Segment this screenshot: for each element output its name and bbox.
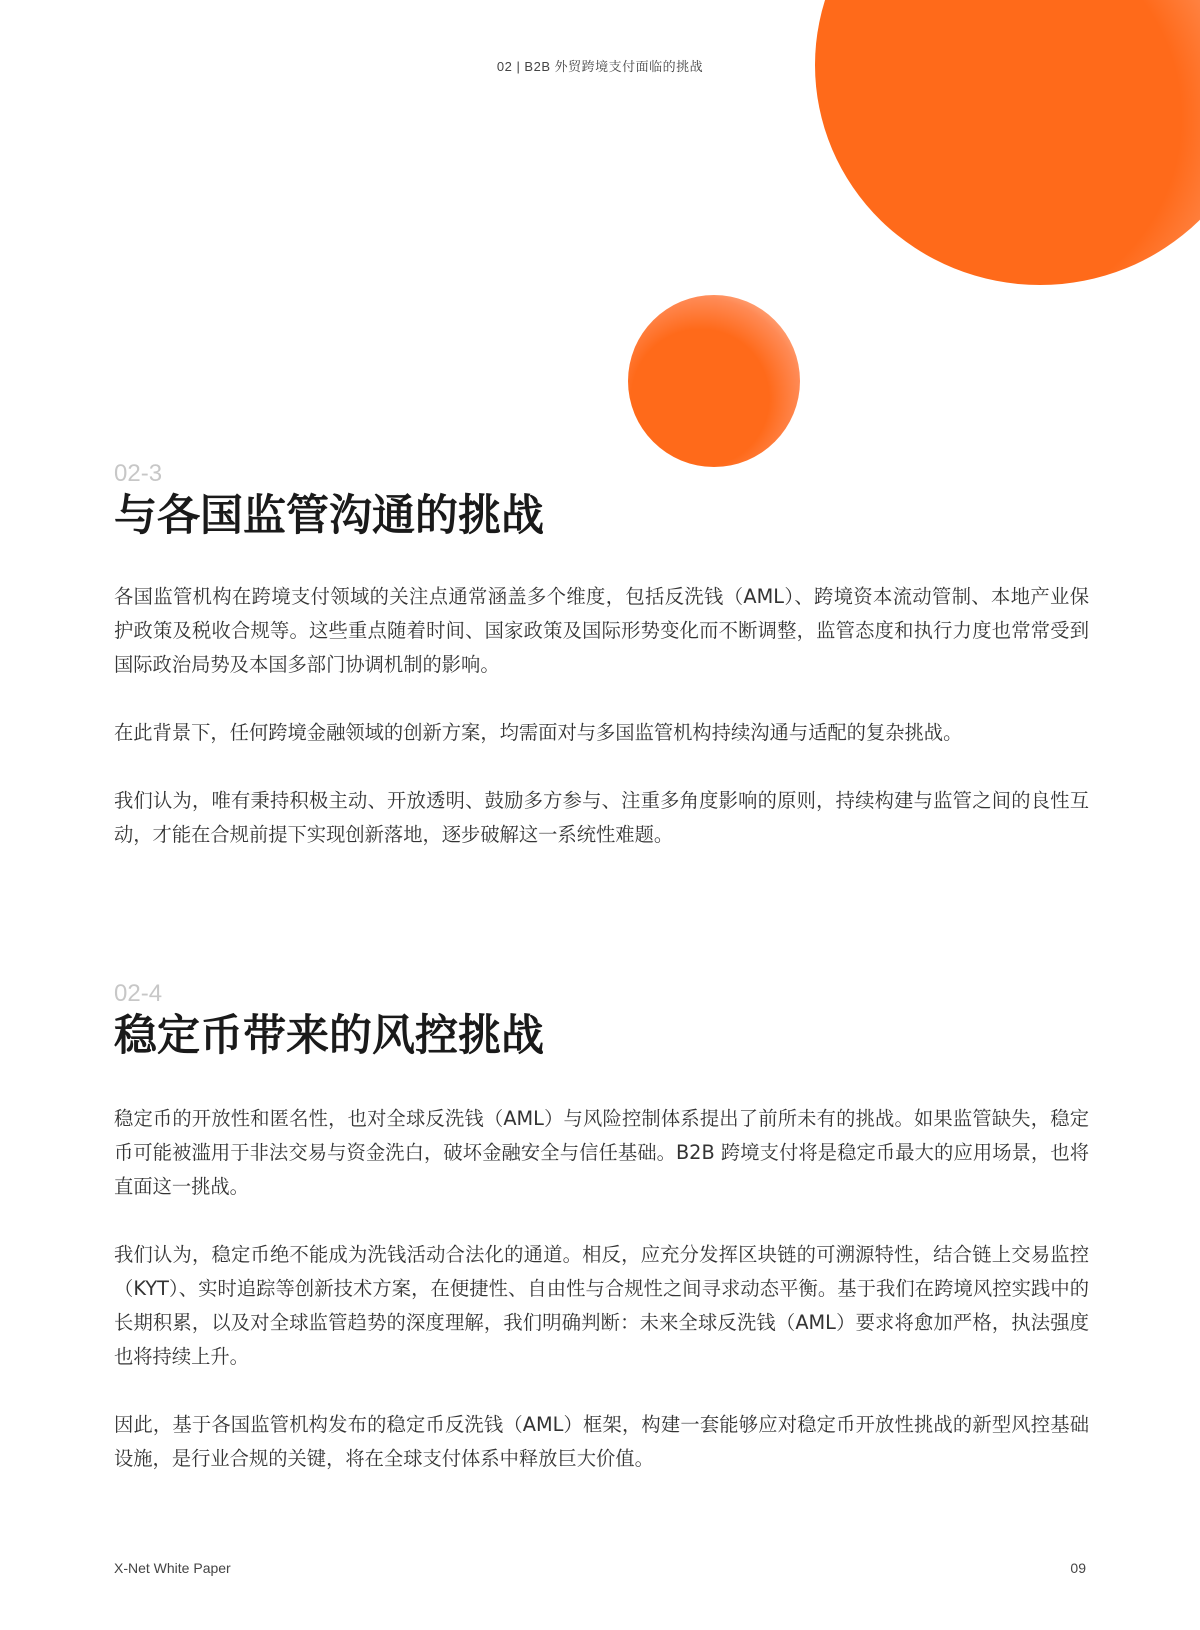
section-number: 02-4 [114, 980, 163, 1007]
decorative-orange-sphere-large [815, 0, 1200, 285]
decorative-orange-sphere-small [628, 295, 800, 467]
section-02-3 [114, 460, 1089, 852]
body-paragraph: 我们认为，唯有秉持积极主动、开放透明、鼓励多方参与、注重多角度影响的原则，持续构建与监管之间的良性互动，才能在合规前提下实现创新落地，逐步破解这一系统性难题。 [114, 789, 1089, 846]
running-header: 02 | B2B 外贸跨境支付面临的挑战 [496, 59, 704, 74]
page-number: 09 [1070, 1560, 1086, 1576]
section-02-4 [114, 980, 1089, 1476]
section-title: 与各国监管沟通的挑战 [114, 491, 544, 541]
section-title: 稳定币带来的风控挑战 [114, 1011, 544, 1061]
section-number: 02-3 [114, 460, 163, 487]
body-paragraph: 稳定币的开放性和匿名性，也对全球反洗钱（AML）与风险控制体系提出了前所未有的挑战。如果监管缺失，稳定币可能被滥用于非法交易与资金洗白，破坏金融安全与信任基础。B2B 跨境支付将是稳定币最大的应用场景，也将直面这一挑战。 [114, 1107, 1089, 1198]
body-paragraph: 因此，基于各国监管机构发布的稳定币反洗钱（AML）框架，构建一套能够应对稳定币开放性挑战的新型风控基础设施，是行业合规的关键，将在全球支付体系中释放巨大价值。 [114, 1413, 1089, 1470]
body-paragraph: 在此背景下，任何跨境金融领域的创新方案，均需面对与多国监管机构持续沟通与适配的复杂挑战。 [114, 721, 963, 744]
section-body [114, 1102, 1089, 1476]
body-paragraph: 各国监管机构在跨境支付领域的关注点通常涵盖多个维度，包括反洗钱（AML）、跨境资本流动管制、本地产业保护政策及税收合规等。这些重点随着时间、国家政策及国际形势变化而不断调整，监管态度和执行力度也常常受到国际政治局势及本国多部门协调机制的影响。 [114, 585, 1089, 676]
body-paragraph: 我们认为，稳定币绝不能成为洗钱活动合法化的通道。相反，应充分发挥区块链的可溯源特性，结合链上交易监控（KYT）、实时追踪等创新技术方案，在便捷性、自由性与合规性之间寻求动态平衡。基于我们在跨境风控实践中的长期积累，以及对全球监管趋势的深度理解，我们明确判断：未来全球反洗钱（AML）要求将愈加严格，执法强度也将持续上升。 [114, 1243, 1089, 1368]
section-body [114, 580, 1089, 852]
footer-brand: X-Net White Paper [114, 1560, 231, 1576]
